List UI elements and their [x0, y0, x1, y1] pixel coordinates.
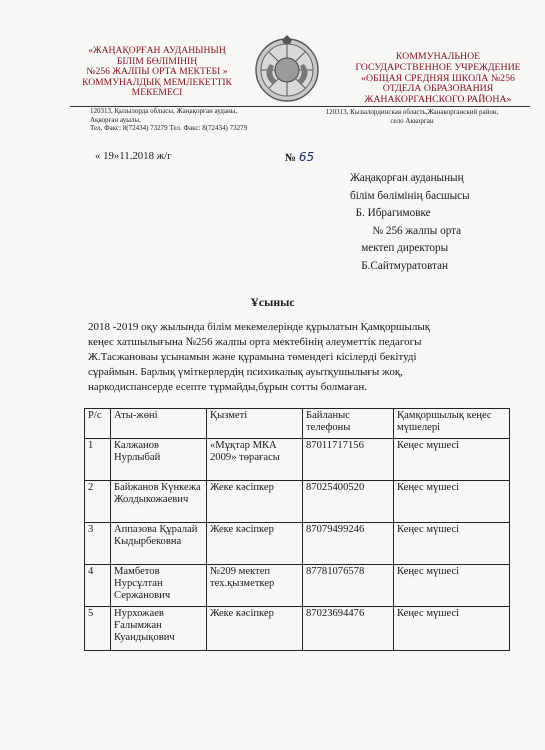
header-right-line: ГОСУДАРСТВЕННОЕ УЧРЕЖДЕНИЕ — [355, 61, 521, 73]
body-line: сұраймын. Барлық үміткерлердің психикалық ауытқушылығы жоқ, — [88, 366, 403, 378]
cell-name: Нурхожаев Ғалымжан Куандықович — [111, 607, 207, 651]
cell-role: Кеңес мүшесі — [394, 523, 510, 565]
cell-position: Жеке кәсіпкер — [207, 481, 303, 523]
body-line: наркодиспансерде есепте тұрмайды,бұрын сотты болмаған. — [88, 381, 368, 393]
cell-num: 1 — [85, 439, 111, 481]
cell-num: 3 — [85, 523, 111, 565]
body-line: 2018 -2019 оқу жылында білім мекемелерінде құрылатын Қамқоршылық — [88, 321, 431, 333]
column-header: Аты-жөні — [111, 409, 207, 439]
cell-phone: 87025400520 — [303, 481, 394, 523]
cell-position: Жеке кәсіпкер — [207, 607, 303, 651]
cell-role: Кеңес мүшесі — [394, 439, 510, 481]
addressee-line: Жаңақорған ауданының — [350, 172, 464, 184]
address-line: Ақкорған ауылы, — [90, 115, 141, 124]
cell-num: 4 — [85, 565, 111, 607]
header-left-line: МЕКЕМЕСІ — [131, 87, 183, 98]
phone-right: Тел. Факс: 8(72434) 73279 — [169, 124, 248, 132]
document-number — [285, 150, 314, 164]
table-row — [85, 565, 510, 607]
header-org-kazakh — [72, 46, 242, 99]
column-header: Қызметі — [207, 409, 303, 439]
cell-position: Жеке кәсіпкер — [207, 523, 303, 565]
cell-phone: 87079499246 — [303, 523, 394, 565]
addressee-line: мектеп директоры — [350, 242, 449, 255]
cell-name: Калжанов Нурлыбай — [111, 439, 207, 481]
document-date: « 19»11.2018 ж/г — [95, 150, 172, 162]
header-right-line: ОТДЕЛА ОБРАЗОВАНИЯ — [382, 83, 494, 95]
address-phone-line — [90, 124, 340, 133]
document-title: Ұсыныс — [250, 295, 295, 309]
table-row — [85, 607, 510, 651]
cell-num: 5 — [85, 607, 111, 651]
body-line: Ж.Тасжановаы ұсынамын және құрамына төмендегі кісілерді бекітуді — [88, 351, 417, 363]
cell-name: Байжанов Күнкежа Жолдыкожаевич — [111, 481, 207, 523]
header-left-line: №256 ЖАЛПЫ ОРТА МЕКТЕБІ » — [86, 66, 228, 77]
cell-role: Кеңес мүшесі — [394, 481, 510, 523]
table-row — [85, 481, 510, 523]
header-right-line: КОММУНАЛЬНОЕ — [395, 51, 481, 62]
header-left-line: БІЛІМ БӨЛІМІНІҢ — [116, 55, 198, 67]
number-value: 65 — [298, 150, 315, 164]
members-table — [84, 408, 510, 651]
header-right-line: ЖАНАКОРГАНСКОГО РАЙОНА» — [364, 94, 512, 106]
table-row — [85, 523, 510, 565]
state-emblem — [252, 34, 322, 104]
column-header: Қамқоршылық кеңес мүшелері — [394, 409, 510, 439]
cell-position: №209 мектеп тех.қызметкер — [207, 565, 303, 607]
cell-position: «Мұқтар МКА 2009» төрағасы — [207, 439, 303, 481]
header-left-line: «ЖАҢАҚОРҒАН АУДАНЫНЫҢ — [88, 45, 226, 56]
phone-left: Тел, Факс: 8(72434) 73279 — [90, 124, 168, 132]
column-header: Байланыс телефоны — [303, 409, 394, 439]
cell-role: Кеңес мүшесі — [394, 565, 510, 607]
cell-role: Кеңес мүшесі — [394, 607, 510, 651]
address-line: село Аккорган — [390, 116, 434, 125]
header-left-line: КОММУНАЛДЫҚ МЕМЛЕКЕТТІК — [82, 76, 232, 88]
header-org-russian — [343, 52, 533, 106]
body-text — [88, 320, 528, 395]
address-russian — [312, 108, 512, 125]
address-line: 120313, Кызылординская область,Жанакорганский район, — [325, 108, 499, 116]
addressee-line: Б.Сайтмуратовтан — [350, 259, 448, 272]
table-header-row — [85, 409, 510, 439]
body-line: кеңес хатшылығына №256 жалпы орта мектебінің әлеуметтік педагогы — [88, 336, 422, 348]
cell-phone: 87011717156 — [303, 439, 394, 481]
addressee-line: Б. Ибрагимовке — [350, 207, 431, 220]
table-row — [85, 439, 510, 481]
cell-phone: 87781076578 — [303, 565, 394, 607]
cell-num: 2 — [85, 481, 111, 523]
addressee-line: № 256 жалпы орта — [350, 224, 462, 237]
cell-name: Аппазова Құралай Кыдырбековна — [111, 523, 207, 565]
number-prefix: № — [285, 152, 297, 164]
header-right-line: «ОБЩАЯ СРЕДНЯЯ ШКОЛА №256 — [361, 72, 515, 84]
addressee-line: білім бөлімінің басшысы — [350, 189, 470, 202]
cell-name: Мамбетов Нурсұлтан Сержанович — [111, 565, 207, 607]
address-line: 120313, Қызылорда облысы, Жаңақорған ауданы, — [90, 107, 238, 115]
column-header: Р/с — [85, 409, 111, 439]
addressee-block — [350, 170, 470, 276]
cell-phone: 87023694476 — [303, 607, 394, 651]
address-kazakh — [90, 107, 340, 133]
